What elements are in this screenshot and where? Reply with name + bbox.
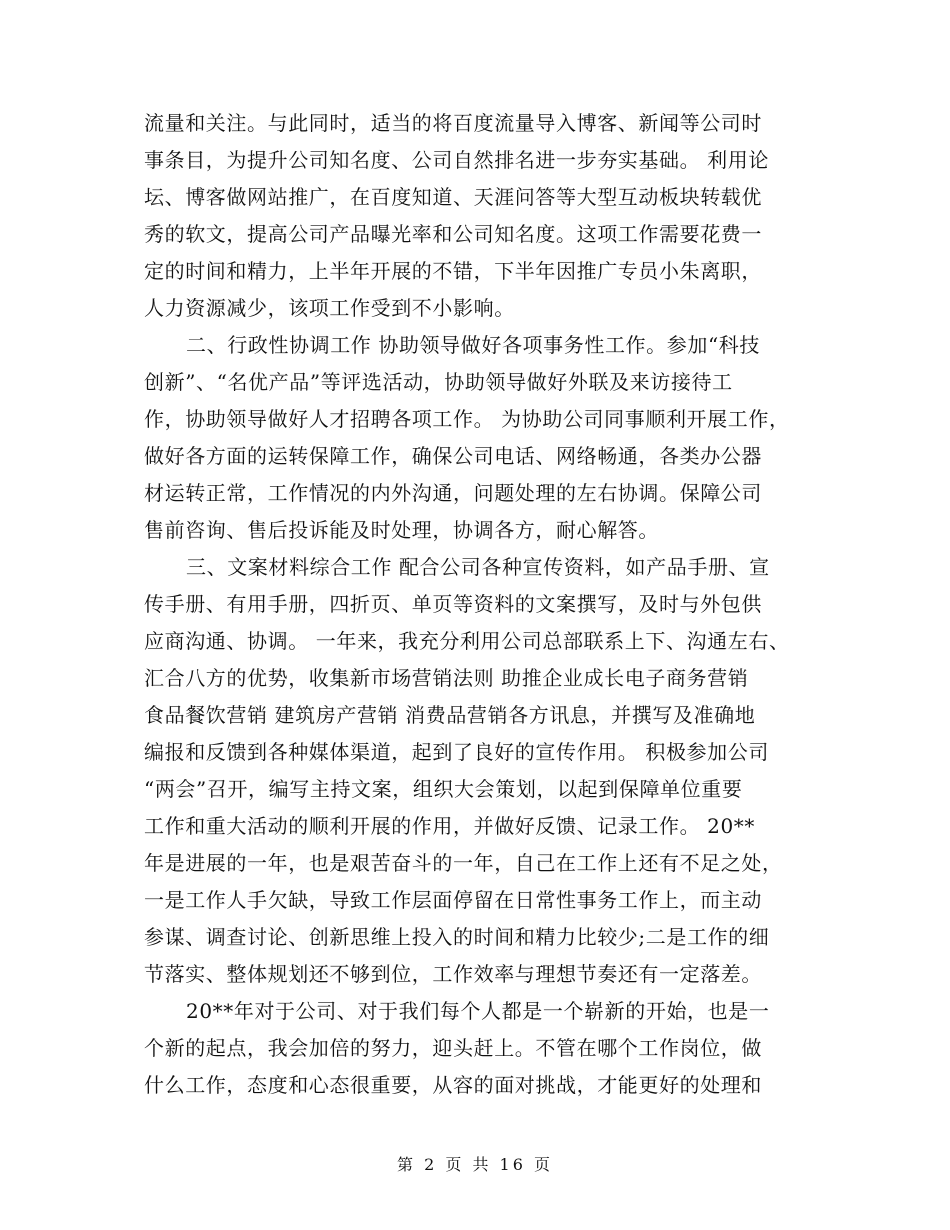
text-line: 20**年对于公司、对于我们每个人都是一个崭新的开始，也是一 bbox=[186, 999, 770, 1023]
text-line: 流量和关注。与此同时，适当的将百度流量导入博客、新闻等公司时 bbox=[144, 111, 762, 135]
text-line: 编报和反馈到各种媒体渠道，起到了良好的宣传作用。 积极参加公司 bbox=[144, 740, 769, 764]
text-line: “两会”召开，编写主持文案，组织大会策划，以起到保障单位重要 bbox=[144, 777, 743, 801]
text-line: 传手册、有用手册，四折页、单页等资料的文案撰写，及时与外包供 bbox=[144, 592, 762, 616]
text-line: 作，协助领导做好人才招聘各项工作。 为协助公司同事顺利开展工作， bbox=[144, 407, 790, 431]
text-line: 二、行政性协调工作 协助领导做好各项事务性工作。参加“科技 bbox=[186, 333, 760, 357]
text-line: 售前咨询、售后投诉能及时处理，协调各方，耐心解答。 bbox=[144, 518, 659, 542]
text-line: 食品餐饮营销 建筑房产营销 消费品营销各方讯息，并撰写及准确地 bbox=[144, 703, 756, 727]
text-line: 一是工作人手欠缺，导致工作层面停留在日常性事务工作上，而主动 bbox=[144, 888, 762, 912]
text-line: 创新”、“名优产品”等评选活动，协助领导做好外联及来访接待工 bbox=[144, 370, 733, 394]
text-line: 坛、博客做网站推广，在百度知道、天涯问答等大型互动板块转载优 bbox=[144, 185, 762, 209]
text-line: 做好各方面的运转保障工作，确保公司电话、网络畅通，各类办公器 bbox=[144, 444, 762, 468]
text-line: 应商沟通、协调。 一年来，我充分利用公司总部联系上下、沟通左右、 bbox=[144, 629, 790, 653]
text-line: 秀的软文，提高公司产品曝光率和公司知名度。这项工作需要花费一 bbox=[144, 222, 762, 246]
page-footer: 第 2 页 共 16 页 bbox=[397, 1155, 553, 1174]
text-line: 节落实、整体规划还不够到位，工作效率与理想节奏还有一定落差。 bbox=[144, 962, 762, 986]
text-line: 人力资源减少，该项工作受到不小影响。 bbox=[144, 296, 515, 320]
text-line: 个新的起点，我会加倍的努力，迎头赶上。不管在哪个工作岗位，做 bbox=[144, 1036, 762, 1060]
text-line: 汇合八方的优势，收集新市场营销法则 助推企业成长电子商务营销 bbox=[144, 666, 749, 690]
text-line: 定的时间和精力，上半年开展的不错，下半年因推广专员小朱离职， bbox=[144, 259, 762, 283]
text-line: 参谋、调查讨论、创新思维上投入的时间和精力比较少;二是工作的细 bbox=[144, 925, 770, 949]
text-line: 工作和重大活动的顺利开展的作用，并做好反馈、记录工作。 20** bbox=[144, 814, 756, 838]
text-line: 年是进展的一年，也是艰苦奋斗的一年，自己在工作上还有不足之处， bbox=[144, 851, 783, 875]
text-line: 三、文案材料综合工作 配合公司各种宣传资料，如产品手册、宣 bbox=[186, 555, 770, 579]
text-line: 什么工作，态度和心态很重要，从容的面对挑战，才能更好的处理和 bbox=[144, 1073, 762, 1097]
document-body bbox=[144, 105, 824, 1104]
text-line: 事条目，为提升公司知名度、公司自然排名进一步夯实基础。 利用论 bbox=[144, 148, 769, 172]
text-line: 材运转正常，工作情况的内外沟通，问题处理的左右协调。保障公司 bbox=[144, 481, 762, 505]
